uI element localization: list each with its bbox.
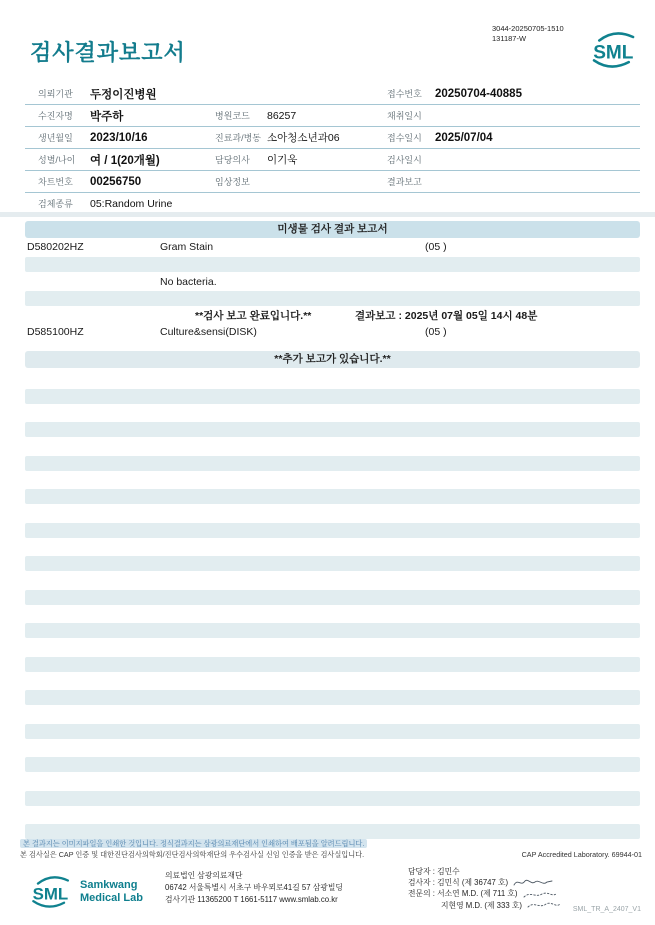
staff-manager: 담당자 : 김민수 (408, 867, 460, 876)
empty-row (25, 623, 640, 638)
staff-physician2 (408, 900, 562, 911)
sml-logo-icon (588, 27, 640, 73)
info-row (25, 127, 640, 149)
info-value: 여 / 1(20개월) (90, 154, 160, 167)
section-divider (0, 212, 655, 217)
info-label: 성별/나이 (38, 155, 76, 165)
org-contact: 검사기관 11365200 T 1661-5117 www.smlab.co.kr (165, 895, 338, 904)
info-value: 20250704-40885 (435, 87, 522, 100)
test-name: Gram Stain (160, 241, 214, 253)
info-row (25, 105, 640, 127)
report-complete-row (25, 308, 640, 324)
empty-row (25, 590, 640, 605)
info-label: 접수번호 (387, 89, 422, 99)
info-row (25, 83, 640, 105)
empty-row (25, 291, 640, 306)
sml-logo-text: SML (32, 884, 69, 904)
page-title: 검사결과보고서 (30, 40, 186, 65)
info-label: 진료과/병동 (215, 133, 261, 143)
empty-row (25, 456, 640, 471)
test-name: Culture&sensi(DISK) (160, 326, 257, 338)
info-label: 담당의사 (215, 155, 250, 165)
info-value: 05:Random Urine (90, 197, 173, 210)
staff-examiner (408, 877, 562, 888)
info-label: 채취일시 (387, 111, 422, 121)
info-label: 결과보고 (387, 177, 422, 187)
image-print-notice: 본 결과지는 이미지파일을 인쇄한 것입니다. 정식결과지는 삼광의료재단에서 인쇄하여 배포됨을 알려드립니다. (20, 839, 367, 848)
test-code: D580202HZ (27, 241, 84, 253)
info-label: 수진자명 (38, 111, 73, 121)
test-code: D585100HZ (27, 326, 84, 338)
org-address: 06742 서울특별시 서초구 바우뫼로41길 57 삼광빌딩 (165, 883, 343, 892)
signature-icon (526, 900, 562, 911)
empty-row (25, 824, 640, 839)
info-row (25, 171, 640, 193)
cap-notice: 본 검사실은 CAP 인증 및 대한진단검사의학회/진단검사의학재단의 우수검사실 신임 인증을 받은 검사실입니다. (20, 850, 365, 859)
patient-info-table (25, 83, 640, 215)
signature-icon (512, 877, 554, 888)
info-label: 생년월일 (38, 133, 73, 143)
info-value: 2023/10/16 (90, 131, 148, 144)
test-row (25, 324, 640, 340)
empty-row (25, 389, 640, 404)
empty-row (25, 257, 640, 272)
empty-row (25, 489, 640, 504)
results-section-title: 미생물 검사 결과 보고서 (25, 221, 640, 238)
empty-row (25, 690, 640, 705)
info-label: 의뢰기관 (38, 89, 73, 99)
empty-row (25, 757, 640, 772)
additional-report-note: **추가 보고가 있습니다.** (25, 351, 640, 368)
org-name: 의료법인 삼광의료재단 (165, 871, 243, 880)
lab-name-line1: Samkwang (80, 878, 138, 891)
staff-physician2-text: 지현영 M.D. (제 333 호) (441, 900, 522, 910)
doc-number-line2: 131187-W (492, 34, 527, 44)
info-label: 검사일시 (387, 155, 422, 165)
info-label: 임상정보 (215, 177, 250, 187)
empty-row (25, 791, 640, 806)
empty-row (25, 657, 640, 672)
info-label: 검체종류 (38, 199, 73, 209)
report-time: 결과보고 : 2025년 07월 05일 14시 48분 (355, 310, 538, 322)
staff-physician1 (408, 888, 562, 899)
lab-name-line2: Medical Lab (80, 892, 143, 904)
info-label: 접수일시 (387, 133, 422, 143)
info-label: 차트번호 (38, 177, 73, 187)
sml-logo-text: SML (593, 42, 634, 64)
doc-number (492, 24, 564, 44)
info-value: 소아청소년과06 (267, 132, 340, 144)
empty-row (25, 556, 640, 571)
form-version: SML_TR_A_2407_V1 (572, 906, 641, 913)
accreditation-row (20, 850, 642, 860)
signature-icon (522, 889, 558, 900)
info-value: 86257 (267, 109, 297, 122)
staff-examiner-text: 검사자 : 김민식 (제 36747 호) (408, 878, 509, 887)
empty-row (25, 724, 640, 739)
info-value: 00256750 (90, 175, 142, 188)
info-label: 병원코드 (215, 111, 250, 121)
test-row (25, 239, 640, 255)
lab-name (80, 879, 143, 905)
specimen-code: (05 ) (425, 326, 447, 338)
info-value: 박주하 (90, 110, 124, 123)
empty-row (25, 523, 640, 538)
empty-row (25, 422, 640, 437)
test-result-row (25, 274, 640, 290)
staff-block (408, 866, 562, 911)
staff-physician1-text: 전문의 : 서소연 M.D. (제 711 호) (408, 889, 518, 899)
info-row (25, 149, 640, 171)
footer-logo (28, 872, 143, 912)
report-complete-note: **검사 보고 완료입니다.** (195, 310, 312, 322)
lab-address-block (165, 870, 343, 906)
doc-number-line1: 3044-20250705-1510 (492, 24, 564, 33)
test-result: No bacteria. (160, 276, 217, 288)
specimen-code: (05 ) (425, 241, 447, 253)
info-value: 이기욱 (267, 154, 298, 166)
sml-logo-icon (28, 872, 74, 912)
info-value: 두정이진병원 (90, 88, 157, 101)
cap-accreditation-number: CAP Accredited Laboratory. 69944-01 (521, 850, 642, 859)
info-value: 2025/07/04 (435, 131, 493, 144)
